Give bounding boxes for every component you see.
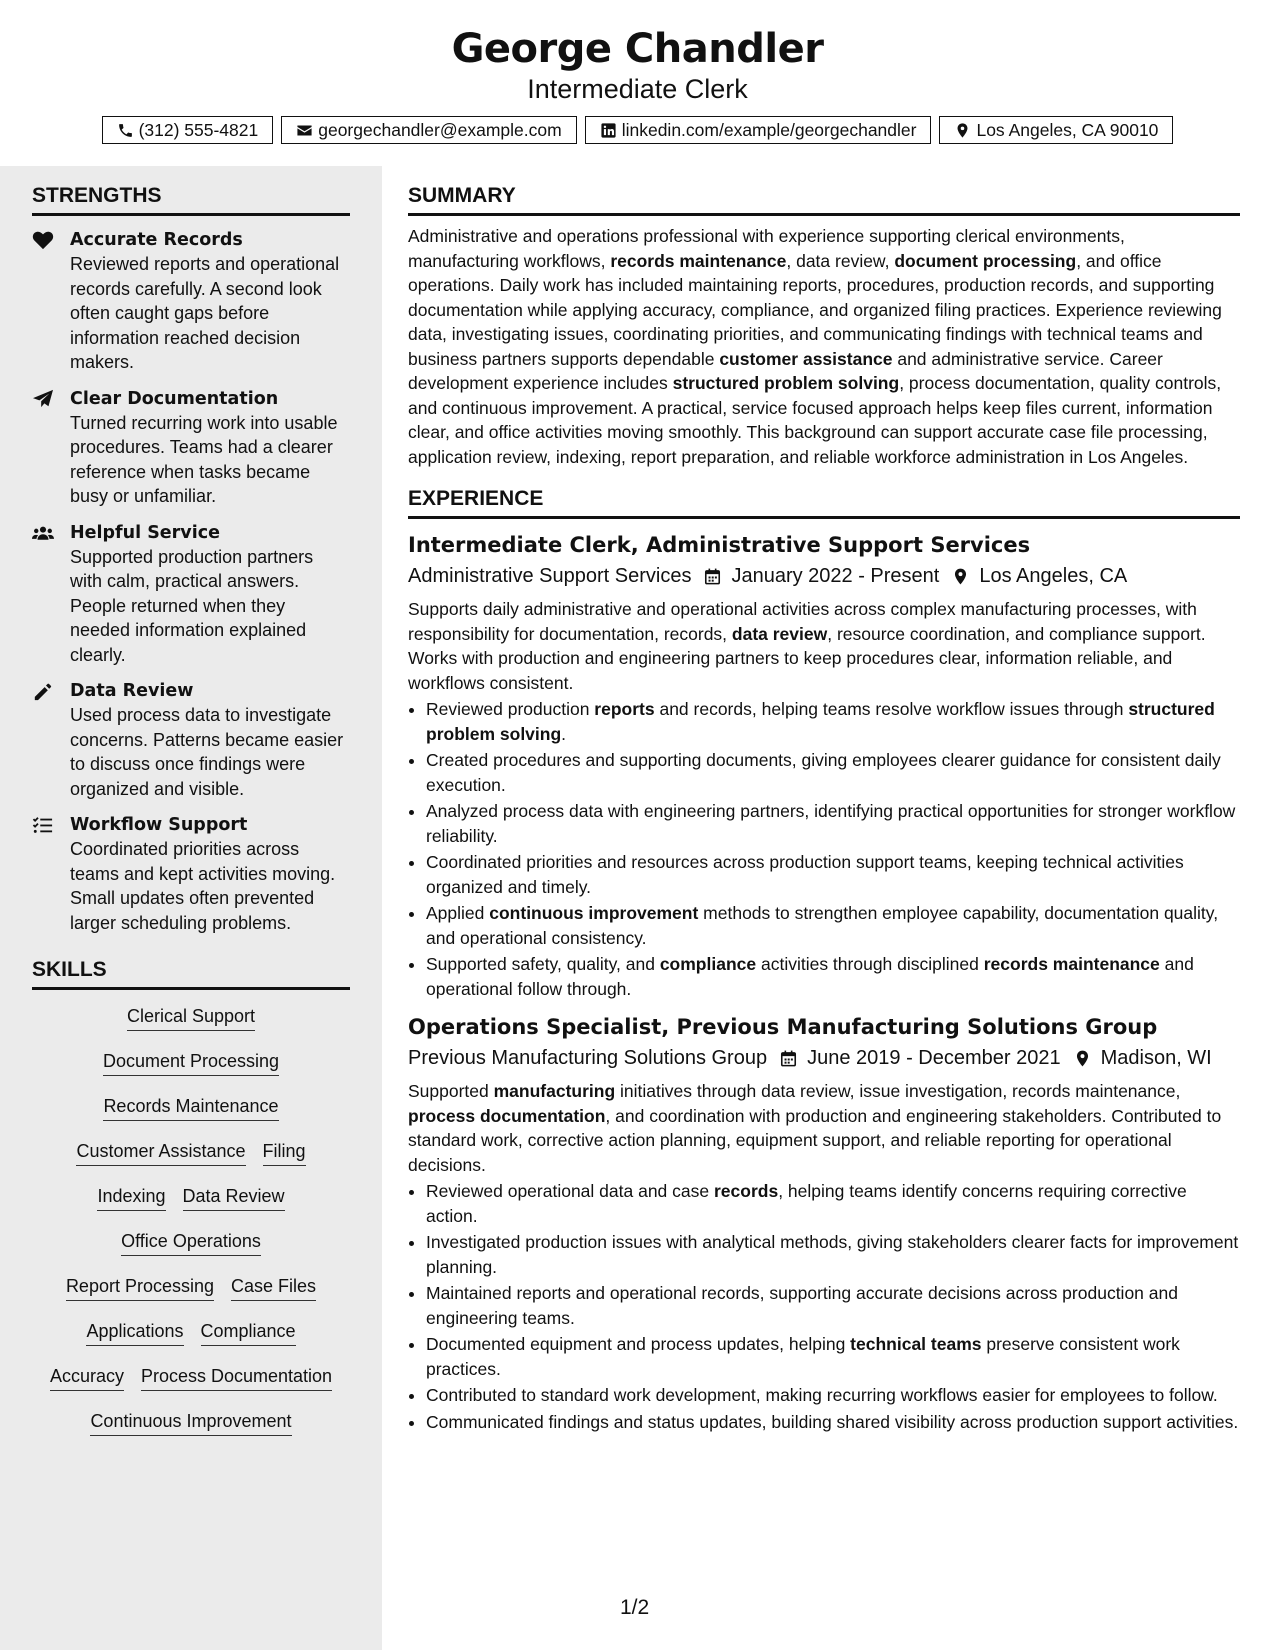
- strengths-heading: STRENGTHS: [32, 183, 350, 216]
- resume-header: [0, 0, 1275, 144]
- bold-keyword: process documentation: [408, 1105, 606, 1126]
- contact-phone[interactable]: [102, 116, 274, 144]
- text-segment: , resource coordination, and compliance support. Works with production and engineering partners to keep procedures clear, information reliable, and workflows consistent.: [408, 623, 1206, 693]
- job-bullets: [408, 697, 1240, 1001]
- experience-list: [408, 531, 1240, 1434]
- strength-desc: Coordinated priorities across teams and kept activities moving. Small updates often prevented larger scheduling problems.: [70, 839, 336, 933]
- strength-item: [32, 679, 350, 801]
- skills-heading: SKILLS: [32, 957, 350, 990]
- text-segment: Coordinated priorities and resources across production support teams, keeping technical activities organized and timely.: [426, 852, 1184, 897]
- skill-tag: Customer Assistance: [76, 1139, 245, 1166]
- skill-row: [32, 1364, 350, 1409]
- skill-row: [32, 1409, 350, 1454]
- map-pin-icon: [1073, 1049, 1092, 1068]
- strength-item: [32, 387, 350, 509]
- bullet-item: [426, 952, 1240, 1001]
- bold-keyword: compliance: [659, 954, 757, 974]
- bold-keyword: structured problem solving: [672, 373, 900, 393]
- linkedin-icon: [600, 122, 617, 139]
- text-segment: methods to strengthen employee capability, documentation quality, and operational consistency.: [426, 903, 1219, 948]
- skill-tag: Data Review: [183, 1184, 285, 1211]
- text-segment: Supported: [408, 1081, 494, 1101]
- bold-keyword: manufacturing: [493, 1081, 616, 1101]
- text-segment: , data review,: [786, 250, 895, 271]
- bullet-item: [426, 1332, 1240, 1381]
- text-segment: initiatives through data review, issue investigation, records maintenance,: [615, 1081, 1181, 1101]
- skill-tag: Report Processing: [66, 1274, 214, 1301]
- bold-keyword: records maintenance: [610, 250, 787, 271]
- strengths-list: [32, 228, 350, 935]
- job-entry: [408, 531, 1240, 1001]
- skills-list: [32, 1004, 350, 1454]
- text-segment: , process documentation, quality controls, and continuous improvement. A practical, service focused approach helps keep files current, information clear, and office activities moving smoothly. This background can support accurate case file processing, application review, indexing, report preparation, and reliable workforce administration in Los Angeles.: [408, 373, 1222, 467]
- contact-email[interactable]: [281, 116, 576, 144]
- text-segment: Supports daily administrative and operational activities across complex manufacturing processes, with responsibility for documentation, records,: [408, 599, 1197, 644]
- job-dates: January 2022 - Present: [731, 565, 940, 587]
- bullet-item: [426, 1179, 1240, 1228]
- text-segment: and records, helping teams resolve workflow issues through: [654, 699, 1129, 719]
- strength-title: Clear Documentation: [70, 388, 279, 409]
- main-content: [408, 166, 1240, 1436]
- users-icon: [32, 521, 70, 668]
- strength-desc: Supported production partners with calm, practical answers. People returned when they needed information explained clearly.: [70, 546, 314, 665]
- bullet-item: [426, 748, 1240, 797]
- skill-tag: Process Documentation: [141, 1364, 332, 1391]
- job-meta: [408, 561, 1240, 591]
- bold-keyword: technical teams: [850, 1334, 982, 1354]
- text-segment: activities through disciplined: [756, 954, 984, 974]
- bullet-item: [426, 1410, 1240, 1435]
- text-segment: , and coordination with production and engineering stakeholders. Contributed to standard work, corrective action planning, equipment support, and reliable reporting for operational decisions.: [408, 1105, 1222, 1175]
- strength-title: Data Review: [70, 681, 194, 701]
- bold-keyword: reports: [594, 699, 655, 719]
- bold-keyword: continuous improvement: [489, 903, 699, 923]
- text-segment: and administrative service. Career development experience includes: [408, 348, 1163, 393]
- skill-tag: Filing: [263, 1139, 306, 1166]
- bold-keyword: document processing: [894, 250, 1077, 271]
- map-pin-icon: [951, 567, 970, 586]
- bullet-item: [426, 1281, 1240, 1330]
- skill-row: [32, 1229, 350, 1274]
- strength-desc: Turned recurring work into usable procedures. Teams had a clearer reference when tasks became busy or unfamiliar.: [70, 412, 338, 506]
- summary-text: [408, 224, 1240, 469]
- page-number: 1/2: [620, 1596, 650, 1619]
- skill-tag: Records Maintenance: [103, 1094, 278, 1121]
- job-title: Operations Specialist, Previous Manufacturing Solutions Group: [408, 1015, 1158, 1039]
- linkedin-text: linkedin.com/example/georgechandler: [621, 119, 917, 140]
- skill-tag: Office Operations: [121, 1229, 261, 1256]
- paper-plane-icon: [32, 387, 70, 509]
- text-segment: Applied: [426, 903, 490, 923]
- text-segment: Communicated findings and status updates, building shared visibility across production support activities.: [426, 1411, 1239, 1432]
- envelope-icon: [296, 122, 313, 139]
- skill-row: [32, 1184, 350, 1229]
- job-company: Administrative Support Services: [408, 565, 692, 587]
- strength-title: Accurate Records: [70, 230, 243, 250]
- pencil-icon: [32, 679, 70, 801]
- text-segment: Supported safety, quality, and: [426, 954, 660, 974]
- skill-row: [32, 1274, 350, 1319]
- text-segment: .: [561, 723, 567, 744]
- skill-tag: Accuracy: [50, 1364, 124, 1391]
- candidate-name: George Chandler: [451, 26, 824, 72]
- experience-heading: EXPERIENCE: [408, 486, 1240, 519]
- bold-keyword: data review: [731, 623, 828, 644]
- map-pin-icon: [954, 122, 971, 139]
- text-segment: Maintained reports and operational records, supporting accurate decisions across production and engineering teams.: [426, 1283, 1178, 1328]
- text-segment: , and office operations. Daily work has included maintaining reports, procedures, production records, and supporting documentation while applying accuracy, compliance, and organized filing practices. Experience reviewing data, investigating issues, coordinating priorities, and communicating findings with technical teams and business partners supports dependable: [408, 250, 1222, 369]
- bullet-item: [426, 901, 1240, 950]
- location-text: Los Angeles, CA 90010: [976, 119, 1159, 140]
- bullet-item: [426, 697, 1240, 746]
- bullet-item: [426, 1383, 1240, 1408]
- candidate-title: Intermediate Clerk: [527, 74, 748, 104]
- bullet-item: [426, 850, 1240, 899]
- job-bullets: [408, 1179, 1240, 1434]
- list-check-icon: [32, 813, 70, 935]
- bullet-item: [426, 1230, 1240, 1279]
- strength-desc: Reviewed reports and operational records carefully. A second look often caught gaps before information reached decision makers.: [70, 254, 340, 372]
- strength-item: [32, 521, 350, 668]
- bullet-item: [426, 799, 1240, 848]
- skill-row: [32, 1139, 350, 1184]
- calendar-icon: [779, 1049, 798, 1068]
- job-dates: June 2019 - December 2021: [807, 1047, 1061, 1069]
- skill-tag: Continuous Improvement: [90, 1409, 291, 1436]
- skill-tag: Clerical Support: [127, 1004, 255, 1031]
- email-text: georgechandler@example.com: [318, 119, 562, 140]
- sidebar: [0, 166, 382, 1650]
- job-location: Madison, WI: [1100, 1047, 1212, 1069]
- text-segment: preserve consistent work practices.: [426, 1334, 1180, 1379]
- bold-keyword: customer assistance: [719, 348, 893, 369]
- phone-text: (312) 555-4821: [138, 119, 259, 140]
- text-segment: Investigated production issues with analytical methods, giving stakeholders clearer facts for improvement planning.: [426, 1232, 1239, 1277]
- contact-location[interactable]: [939, 116, 1173, 144]
- skill-tag: Compliance: [201, 1319, 296, 1346]
- skill-tag: Applications: [86, 1319, 183, 1346]
- job-entry: [408, 1013, 1240, 1434]
- bold-keyword: records: [713, 1181, 779, 1201]
- text-segment: Reviewed operational data and case: [426, 1181, 714, 1201]
- bold-keyword: structured problem solving: [426, 699, 1215, 744]
- phone-icon: [117, 122, 134, 139]
- text-segment: Contributed to standard work development, making recurring workflows easier for employees to follow.: [426, 1385, 1218, 1405]
- strength-desc: Used process data to investigate concerns. Patterns became easier to discuss once findings were organized and visible.: [70, 705, 344, 799]
- bold-keyword: records maintenance: [983, 954, 1160, 974]
- skill-row: [32, 1094, 350, 1139]
- text-segment: Reviewed production: [426, 699, 595, 719]
- job-description: [408, 1079, 1240, 1177]
- strength-item: [32, 813, 350, 935]
- skill-tag: Indexing: [97, 1184, 165, 1211]
- job-title: Intermediate Clerk, Administrative Support Services: [408, 533, 1031, 557]
- skill-row: [32, 1004, 350, 1049]
- job-meta: [408, 1043, 1240, 1073]
- heart-icon: [32, 228, 70, 375]
- text-segment: Administrative and operations professional with experience supporting clerical environments, manufacturing workflows,: [408, 226, 1125, 271]
- job-company: Previous Manufacturing Solutions Group: [408, 1047, 768, 1069]
- summary-heading: SUMMARY: [408, 183, 1240, 216]
- text-segment: , helping teams identify concerns requiring corrective action.: [426, 1181, 1187, 1226]
- strength-title: Workflow Support: [70, 815, 248, 835]
- text-segment: Created procedures and supporting documents, giving employees clearer guidance for consistent daily execution.: [426, 750, 1221, 795]
- job-description: [408, 597, 1240, 695]
- contact-bar: [0, 116, 1275, 144]
- skill-tag: Case Files: [231, 1274, 316, 1301]
- text-segment: Documented equipment and process updates, helping: [426, 1334, 851, 1354]
- strength-title: Helpful Service: [70, 522, 220, 543]
- strength-item: [32, 228, 350, 375]
- skill-row: [32, 1049, 350, 1094]
- contact-linkedin[interactable]: [585, 116, 932, 144]
- job-location: Los Angeles, CA: [979, 565, 1128, 587]
- skill-row: [32, 1319, 350, 1364]
- text-segment: and operational follow through.: [426, 954, 1194, 999]
- skill-tag: Document Processing: [103, 1049, 279, 1076]
- text-segment: Analyzed process data with engineering partners, identifying practical opportunities for stronger workflow reliability.: [426, 801, 1236, 846]
- calendar-icon: [703, 567, 722, 586]
